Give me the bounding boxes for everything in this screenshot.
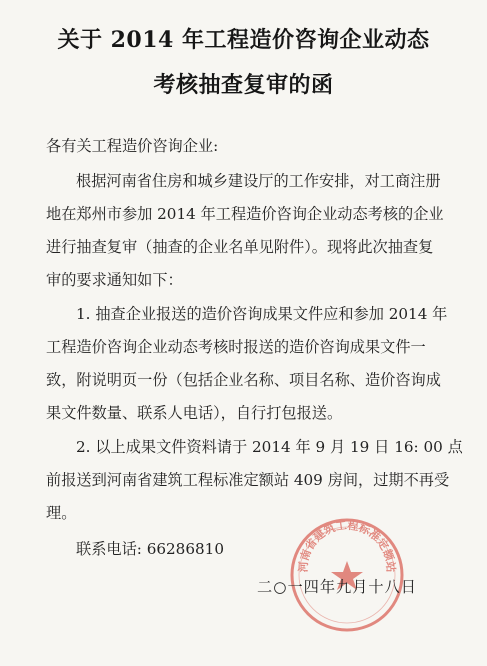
body-line: 1. 抽查企业报送的造价咨询成果文件应和参加 2014 年 [76, 305, 448, 323]
body-line: 地在郑州市参加 2014 年工程造价咨询企业动态考核的企业 [46, 205, 444, 223]
document-date: 二○一四年九月十八日 [257, 578, 417, 596]
body-line: 2. 以上成果文件资料请于 2014 年 9 月 19 日 16: 00 点 [76, 438, 463, 456]
body-line: 审的要求通知如下： [46, 271, 183, 289]
contact-phone: 联系电话: 66286810 [76, 540, 224, 558]
body-line: 理。 [46, 504, 77, 522]
document-title-line-2: 考核抽查复审的函 [153, 72, 334, 98]
body-line: 根据河南省住房和城乡建设厅的工作安排，对工商注册 [76, 172, 441, 190]
body-line: 果文件数量、联系人电话），自行打包报送。 [46, 404, 343, 422]
document-title-line-1: 关于 2014 年工程造价咨询企业动态 [57, 27, 430, 53]
salutation: 各有关工程造价咨询企业: [46, 137, 219, 155]
body-line: 进行抽查复审（抽查的企业名单见附件）。现将此次抽查复 [46, 238, 434, 256]
body-line: 工程造价咨询企业动态考核时报送的造价咨询成果文件一 [46, 338, 426, 356]
body-line: 前报送到河南省建筑工程标准定额站 409 房间，过期不再受 [46, 471, 450, 489]
official-seal-icon [288, 516, 406, 634]
svg-text:河南省建筑工程标准定额站: 河南省建筑工程标准定额站 [296, 518, 398, 573]
body-line: 致，附说明页一份（包括企业名称、项目名称、造价咨询成 [46, 371, 441, 389]
